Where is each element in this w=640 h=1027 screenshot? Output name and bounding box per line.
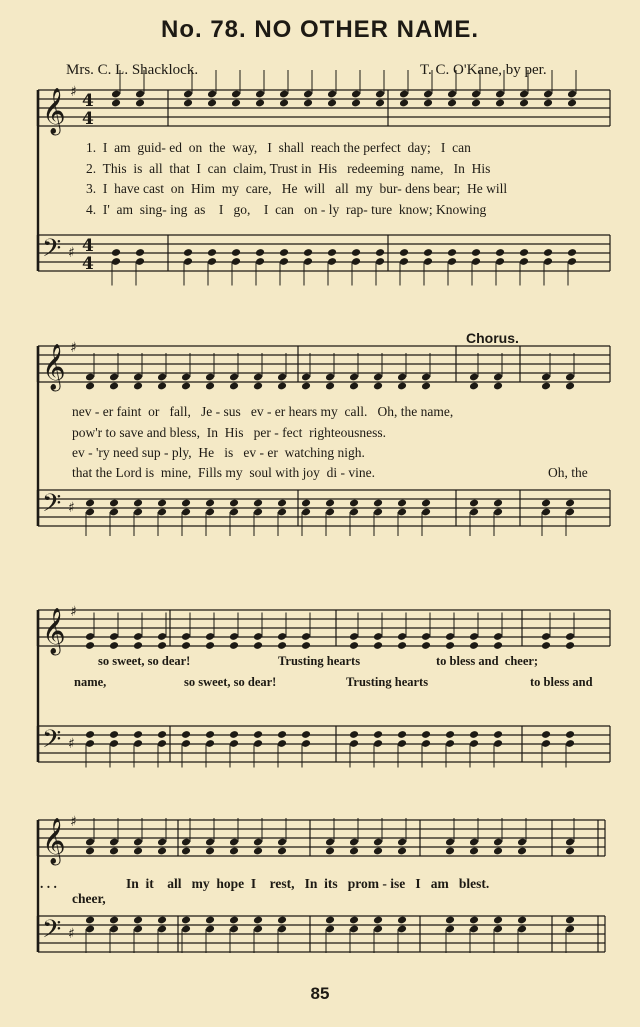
verse-3-line: 3. I have cast on Him my care, He will all my bur- dens bear; He will bbox=[86, 181, 508, 196]
svg-text:𝄢: 𝄢 bbox=[42, 915, 62, 950]
verse-2-line: 2. This is all that I can claim, Trust in His redeeming name, In His bbox=[86, 161, 491, 176]
svg-text:4: 4 bbox=[82, 109, 94, 129]
continuation-dots: . . . bbox=[40, 876, 57, 891]
svg-text:4: 4 bbox=[82, 236, 94, 256]
svg-text:𝄞: 𝄞 bbox=[42, 88, 66, 134]
soprano-lyric: to bless and cheer; bbox=[436, 654, 539, 668]
svg-text:𝄢: 𝄢 bbox=[42, 234, 62, 269]
soprano-lyric: Trusting hearts bbox=[278, 654, 361, 668]
svg-text:♯: ♯ bbox=[70, 340, 77, 356]
verse-3-line: ev - 'ry need sup - ply, He is ev - er watching nigh. bbox=[72, 445, 365, 460]
svg-text:4: 4 bbox=[82, 91, 94, 111]
svg-text:𝄞: 𝄞 bbox=[42, 818, 66, 864]
svg-text:♯: ♯ bbox=[70, 814, 77, 830]
chorus-label: Chorus. bbox=[466, 330, 519, 346]
svg-text:♯: ♯ bbox=[70, 84, 77, 100]
page-number: 85 bbox=[310, 984, 330, 1003]
verse-lyric: In it all my hope I rest, In its prom - ise I am blest. bbox=[126, 876, 490, 891]
hymn-title: No. 78. NO OTHER NAME. bbox=[160, 16, 480, 43]
verse-4-line: 4. I' am sing- ing as I go, I can on - ly rap- ture know; Knowing bbox=[86, 202, 487, 217]
svg-text:♯: ♯ bbox=[70, 604, 77, 620]
svg-text:𝄞: 𝄞 bbox=[42, 344, 66, 390]
bass-lyric: name, bbox=[74, 675, 107, 689]
svg-text:♯: ♯ bbox=[68, 736, 75, 752]
verse-4-line: that the Lord is mine, Fills my soul with joy di - vine. bbox=[72, 465, 375, 480]
verse-1-line: 1. I am guid- ed on the way, I shall reach the perfect day; I can bbox=[86, 140, 471, 155]
verse-1-line: nev - er faint or fall, Je - sus ev - er hears my call. Oh, the name, bbox=[72, 404, 454, 419]
svg-text:4: 4 bbox=[82, 254, 94, 274]
svg-text:𝄞: 𝄞 bbox=[42, 608, 66, 654]
bass-lyric: cheer, bbox=[72, 891, 106, 906]
svg-text:♯: ♯ bbox=[68, 926, 75, 942]
verse-2-line: pow'r to save and bless, In His per - fect righteousness. bbox=[72, 425, 386, 440]
bass-lyric: to bless and bbox=[530, 675, 593, 689]
bass-lyric: Oh, the bbox=[548, 465, 588, 480]
bass-lyric: so sweet, so dear! bbox=[184, 675, 277, 689]
soprano-lyric: so sweet, so dear! bbox=[98, 654, 191, 668]
svg-text:𝄢: 𝄢 bbox=[42, 489, 62, 524]
composer-credit: T. C. O'Kane, by per. bbox=[420, 62, 547, 78]
svg-text:♯: ♯ bbox=[68, 500, 75, 516]
author-credit: Mrs. C. L. Shacklock. bbox=[66, 62, 199, 78]
svg-text:♯: ♯ bbox=[68, 245, 75, 261]
bass-lyric: Trusting hearts bbox=[346, 675, 429, 689]
svg-text:𝄢: 𝄢 bbox=[42, 725, 62, 760]
